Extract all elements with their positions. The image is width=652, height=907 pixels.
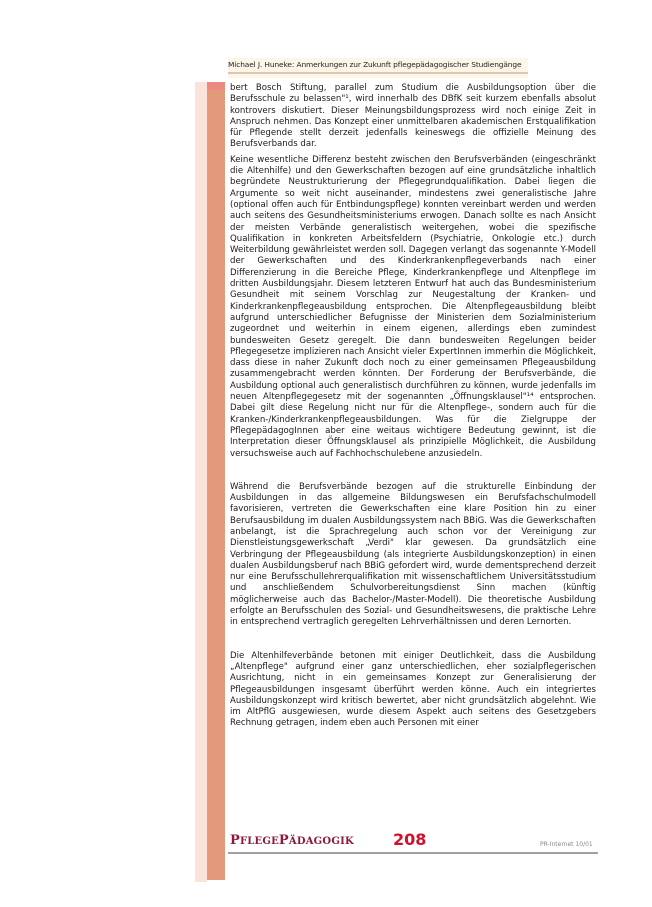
article-body <box>230 83 596 730</box>
paragraph-3: Während die Berufsverbände bezogen auf die strukturelle Einbindung der Ausbildungen in das allgemeine Bildungswesen ein Berufsfachschulmodell favorisieren, vertreten die Gewerkschaften eine klare Position hin zu einer Berufsausbildung im dualen Ausbildungssystem nach BBiG. Was die Gewerkschaften anbelangt, ist die Sprachregelung auch schon vor der Vereinigung zur Dienstleistungsgewerkschaft „Verdi" klar gewesen. Da grundsätzlich eine Verbringung der Pflegeausbildung (als integrierte Ausbildungskonzeption) in einen dualen Ausbildungsberuf nach BBiG gefordert wird, wurde dementsprechend derzeit nur eine Berufsschullehrerqualifikation mit wissenschaftlichem Universitätsstudium und anschließendem Schulvorbereitungsdienst Sinn machen (künftig möglicherweise auch das Bachelor-/Master-Modell). Die theoretische Ausbildung erfolgte an Berufsschulen des Sozial- und Gesundheitswesens, die praktische Lehre in entsprechend vertraglich geregelten Lehrverhältnissen und deren Lernorten. <box>230 481 596 628</box>
left-bar-accent <box>207 82 225 90</box>
brand-initial-1: P <box>230 833 240 848</box>
issue-label: PR-Internet 10/01 <box>540 841 593 848</box>
brand-word-2: ÄDAGOGIK <box>288 836 354 847</box>
left-decorative-strip <box>195 82 207 882</box>
footer-rule <box>228 852 598 854</box>
brand-initial-2: P <box>278 833 289 848</box>
header-rule <box>228 72 528 74</box>
page-number: 208 <box>393 830 427 849</box>
running-header-title: Michael J. Huneke: Anmerkungen zur Zukunft pflegepädagogischer Studiengänge <box>228 60 522 69</box>
paragraph-2: Keine wesentliche Differenz besteht zwischen den Berufsverbänden (eingeschränkt die Altenhilfe) und den Gewerkschaften bezogen auf eine grundsätzliche inhaltlich begründete Neustrukturierung der Pflegegrundqualifikation. Dabei liegen die Argumente so weit nicht auseinander, mindestens zwei generalistische Jahre (optional offen auch für Entbindungspflege) konnten vereinbart werden und werden auch seitens des Gesundheitsministeriums erwogen. Danach sollte es nach Ansicht der meisten Verbände generalistisch weitergehen, wobei die spezifische Qualifikation in konkreten Arbeitsfeldern (Psychiatrie, Onkologie etc.) durch Weiterbildung gewährleistet werden soll. Dagegen verlangt das sogenannte Y-Modell der Gewerkschaften und des Kinderkrankenpflegeverbands nach einer Differenzierung in die Bereiche Pflege, Kinderkrankenpflege und Altenpflege im dritten Ausbildungsjahr. Diesem letzteren Entwurf hat auch das Bundesministerium Gesundheit mit seinem Vorschlag zur Neugestaltung der Kranken- und Kinderkrankenpflegeausbildung entsprochen. Die Altenpflegeausbildung bleibt aufgrund unterschiedlicher Befugnisse der Ministerien dem Sozialministerium zugeordnet und weiterhin in einem eigenen, allerdings eben zumindest bundesweiten Gesetz geregelt. Die dann bundesweiten Regelungen beider Pflegegesetze implizieren nach Ansicht vieler ExpertInnen immerhin die Möglichkeit, dass diese in naher Zukunft doch noch zu einer gemeinsamen Pflegeausbildung zusammengebracht werden könnten. Der Forderung der Berufsverbände, die Ausbildung optional auch generalistisch durchführen zu können, wurde jedenfalls im neuen Altenpflegegesetz mit der sogenannten „Öffnungsklausel"¹⁴ entsprochen. Dabei gilt diese Regelung nicht nur für die Altenpflege-, sondern auch für die Kranken-/Kinderkrankenpflegeausbildungen. Was für die Zielgruppe der PflegepädagogInnen aber eine weitaus wichtigere Bedeutung gewinnt, ist die Interpretation dieser Öffnungsklausel als prinzipielle Möglichkeit, die Ausbildung versuchsweise auch auf Fachhochschulebene anzusiedeln. <box>230 154 596 459</box>
paragraph-1: bert Bosch Stiftung, parallel zum Studium die Ausbildungsoption über die Berufsschule zu belassen"¹, wird innerhalb des DBfK seit kurzem ebenfalls absolut kontrovers diskutiert. Dieser Meinungsbildungsprozess wird noch einige Zeit in Anspruch nehmen. Das Konzept einer unmittelbaren akademischen Erstqualifikation für Pflegende stellt derzeit jedenfalls keineswegs die offizielle Meinung des Berufsverbands dar. <box>230 83 596 150</box>
brand-word-1: FLEGE <box>239 836 279 847</box>
journal-brand-logo <box>230 833 354 848</box>
left-decorative-bar <box>207 82 225 880</box>
paragraph-4: Die Altenhilfeverbände betonen mit einiger Deutlichkeit, dass die Ausbildung „Altenpflege" aufgrund einer ganz unterschiedlichen, eher sozialpflegerischen Ausrichtung, nicht in ein gemeinsames Konzept zur Generalisierung der Pflegeausbildungen insgesamt überführt werden könne. Auch ein integriertes Ausbildungskonzept wird kritisch bewertet, aber nicht grundsätzlich abgelehnt. Wie im AltPflG ausgewiesen, wurde diesem Aspekt auch seitens des Gesetzgebers Rechnung getragen, indem eben auch Personen mit einer <box>230 650 596 729</box>
